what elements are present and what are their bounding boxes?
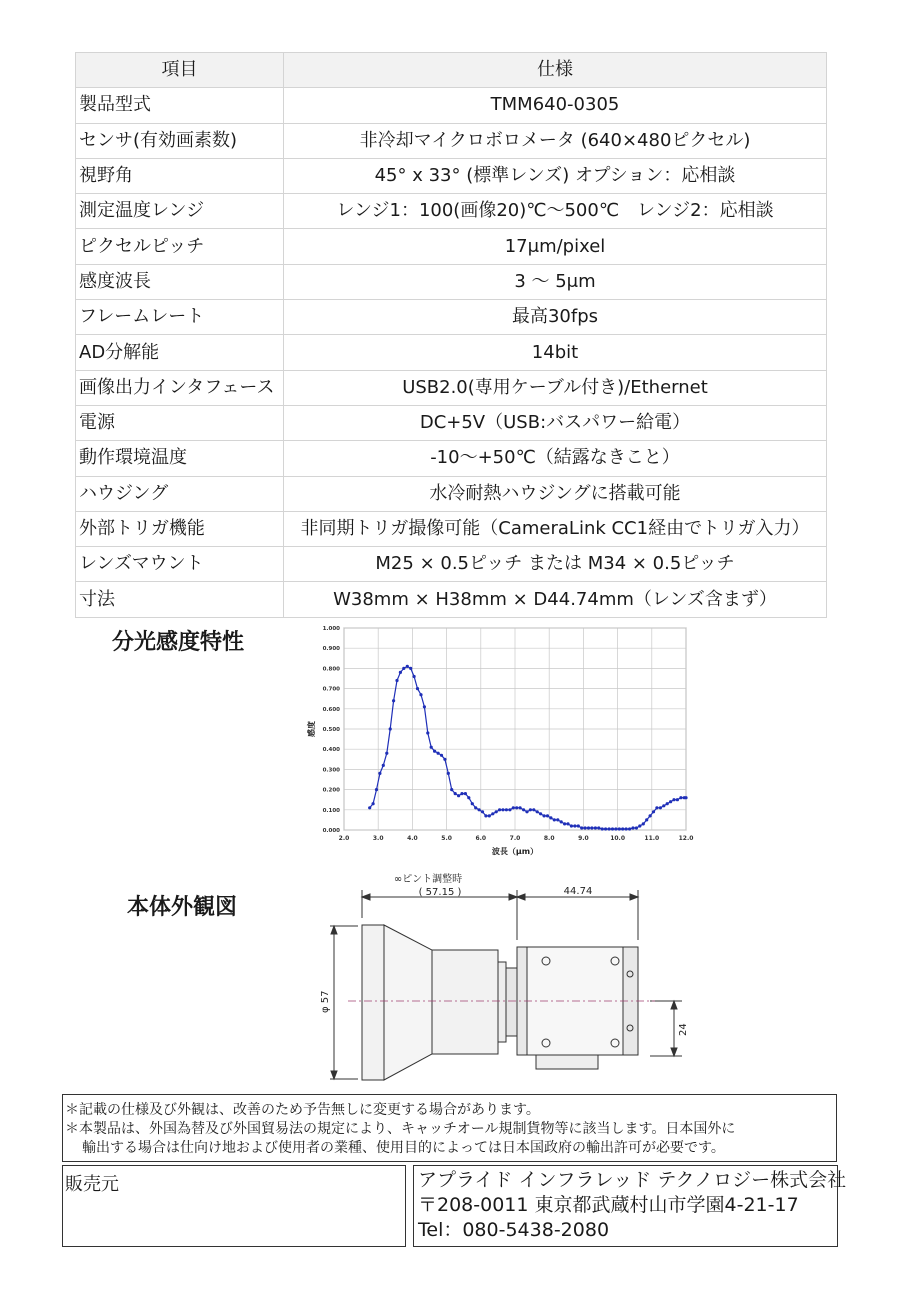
seller-info-box <box>413 1165 847 1247</box>
data-point <box>543 814 546 817</box>
data-point <box>614 827 617 830</box>
seller-label: 販売元 <box>65 1174 119 1195</box>
data-point <box>563 822 566 825</box>
data-point <box>635 826 638 829</box>
x-tick-label: 11.0 <box>644 835 660 842</box>
x-tick-label: 8.0 <box>543 835 555 842</box>
spec-item-label: 画像出力インタフェース <box>76 370 284 405</box>
spec-item-value: レンジ1：100(画像20)℃〜500℃ レンジ2：応相談 <box>284 194 827 229</box>
x-tick-label: 4.0 <box>407 835 418 842</box>
spec-item-value: DC+5V（USB:バスパワー給電） <box>284 405 827 440</box>
data-point <box>481 810 484 813</box>
spectral-section-title: 分光感度特性 <box>112 630 245 655</box>
table-row <box>76 441 827 476</box>
data-point <box>549 816 552 819</box>
y-tick-label: 0.800 <box>322 666 340 673</box>
table-row <box>76 264 827 299</box>
table-header-row <box>76 53 827 88</box>
data-point <box>679 796 682 799</box>
data-point <box>457 794 460 797</box>
data-point <box>440 754 443 757</box>
seller-tel: Tel：080-5438-2080 <box>418 1219 610 1241</box>
body-dim: 44.74 <box>563 886 593 897</box>
spec-item-value: 非冷却マイクロボロメータ (640×480ピクセル) <box>284 123 827 158</box>
x-tick-label: 6.0 <box>475 835 487 842</box>
note-1: ＊記載の仕様及び外観は、改善のため予告無しに変更する場合があります。 <box>65 1102 540 1118</box>
spec-item-label: フレームレート <box>76 300 284 335</box>
data-point <box>655 806 658 809</box>
spec-item-label: センサ(有効画素数) <box>76 123 284 158</box>
data-point <box>519 806 522 809</box>
data-point <box>590 826 593 829</box>
lens-mount <box>506 968 517 1036</box>
lens-barrel <box>432 950 498 1054</box>
data-point <box>378 772 381 775</box>
spec-item-value: 水冷耐熱ハウジングに搭載可能 <box>284 476 827 511</box>
data-point <box>395 679 398 682</box>
data-point <box>512 806 515 809</box>
data-point <box>566 822 569 825</box>
h-arrow-bottom <box>671 1048 677 1056</box>
spec-item-label: 電源 <box>76 405 284 440</box>
x-tick-label: 5.0 <box>441 835 452 842</box>
table-row <box>76 582 827 617</box>
data-point <box>368 806 371 809</box>
data-point <box>662 804 665 807</box>
data-point <box>580 826 583 829</box>
table-row <box>76 300 827 335</box>
note-2: ＊本製品は、外国為替及び外国貿易法の規定により、キャッチオール規制貨物等に該当します。日本国外に <box>65 1121 736 1137</box>
data-point <box>495 810 498 813</box>
data-point <box>556 818 559 821</box>
lens-front <box>362 925 384 1080</box>
spec-item-value: W38mm × H38mm × D44.74mm（レンズ含まず） <box>284 582 827 617</box>
data-point <box>649 814 652 817</box>
diameter-dim: φ 57 <box>320 990 331 1013</box>
spec-item-label: ハウジング <box>76 476 284 511</box>
data-point <box>382 764 385 767</box>
y-tick-label: 0.900 <box>322 646 340 653</box>
note-3: 輸出する場合は仕向け地および使用者の業種、使用目的によっては日本国政府の輸出許可が必要です。 <box>82 1140 725 1156</box>
data-point <box>536 810 539 813</box>
spec-item-value: 非同期トリガ撮像可能（CameraLink CC1経由でトリガ入力） <box>284 511 827 546</box>
table-row <box>76 476 827 511</box>
h-arrow-top <box>671 1001 677 1009</box>
data-point <box>625 827 628 830</box>
data-point <box>467 796 470 799</box>
x-tick-label: 12.0 <box>678 835 694 842</box>
table-row <box>76 88 827 123</box>
spec-item-label: 感度波長 <box>76 264 284 299</box>
data-point <box>659 806 662 809</box>
dia-arrow-bottom <box>331 1071 337 1079</box>
data-point <box>604 827 607 830</box>
data-point <box>618 827 621 830</box>
data-point <box>628 827 631 830</box>
spec-item-value: M25 × 0.5ピッチ または M34 × 0.5ピッチ <box>284 547 827 582</box>
header-item: 項目 <box>76 53 284 88</box>
data-point <box>676 798 679 801</box>
data-point <box>389 727 392 730</box>
x-tick-label: 9.0 <box>578 835 589 842</box>
table-row <box>76 547 827 582</box>
data-point <box>553 818 556 821</box>
y-tick-label: 0.600 <box>322 706 340 713</box>
data-point <box>464 792 467 795</box>
data-point <box>430 746 433 749</box>
data-point <box>385 752 388 755</box>
spec-table-body <box>76 88 827 617</box>
y-tick-label: 0.200 <box>322 787 340 794</box>
spec-item-label: レンズマウント <box>76 547 284 582</box>
data-point <box>529 808 532 811</box>
spec-item-label: 寸法 <box>76 582 284 617</box>
seller-label-box <box>62 1165 406 1247</box>
x-tick-label: 10.0 <box>610 835 626 842</box>
data-point <box>416 687 419 690</box>
header-spec: 仕様 <box>284 53 827 88</box>
data-point <box>437 752 440 755</box>
data-point <box>645 818 648 821</box>
data-point <box>577 824 580 827</box>
spec-item-value: -10～+50℃（結露なきこと） <box>284 441 827 476</box>
data-point <box>666 802 669 805</box>
spec-item-label: 視野角 <box>76 158 284 193</box>
data-point <box>478 808 481 811</box>
table-row <box>76 229 827 264</box>
data-point <box>684 796 687 799</box>
x-axis-label: 波長（μm） <box>491 847 539 856</box>
spec-item-value: 17μm/pixel <box>284 229 827 264</box>
spec-item-label: 製品型式 <box>76 88 284 123</box>
x-tick-label: 3.0 <box>372 835 384 842</box>
data-point <box>474 806 477 809</box>
arrow-mid-r <box>517 894 525 900</box>
arrow-left <box>362 894 370 900</box>
data-point <box>413 675 416 678</box>
spec-item-value: 3 ～ 5μm <box>284 264 827 299</box>
data-point <box>621 827 624 830</box>
exterior-section-title: 本体外観図 <box>127 895 238 920</box>
focus-label: ∞ピント調整時 <box>393 874 463 885</box>
table-row <box>76 158 827 193</box>
data-point <box>450 788 453 791</box>
arrow-right <box>630 894 638 900</box>
spec-item-value: 45° x 33° (標準レンズ) オプション：応相談 <box>284 158 827 193</box>
spec-table <box>75 52 827 618</box>
data-point <box>587 826 590 829</box>
table-row <box>76 370 827 405</box>
data-point <box>406 665 409 668</box>
spec-item-value: 最高30fps <box>284 300 827 335</box>
y-tick-label: 1.000 <box>322 626 340 632</box>
data-point <box>508 808 511 811</box>
seller-address: 〒208-0011 東京都武蔵村山市学園4-21-17 <box>418 1194 799 1216</box>
spec-item-label: 動作環境温度 <box>76 441 284 476</box>
lens-cone <box>384 925 432 1080</box>
data-point <box>484 814 487 817</box>
data-point <box>608 827 611 830</box>
connector <box>536 1055 598 1069</box>
data-point <box>669 800 672 803</box>
data-point <box>498 808 501 811</box>
data-point <box>638 824 641 827</box>
data-point <box>597 826 600 829</box>
data-point <box>447 772 450 775</box>
data-point <box>471 802 474 805</box>
spec-item-label: 測定温度レンジ <box>76 194 284 229</box>
data-point <box>423 705 426 708</box>
y-tick-label: 0.500 <box>322 727 340 733</box>
data-point <box>672 798 675 801</box>
y-axis-label: 感度 <box>307 721 316 737</box>
focus-dim: ( 57.15 ) <box>418 887 462 898</box>
y-tick-label: 0.400 <box>322 747 340 754</box>
data-point <box>525 810 528 813</box>
lens-ring <box>498 962 506 1042</box>
data-point <box>594 826 597 829</box>
data-point <box>601 827 604 830</box>
spec-item-label: AD分解能 <box>76 335 284 370</box>
spec-item-value: TMM640-0305 <box>284 88 827 123</box>
data-point <box>375 788 378 791</box>
data-point <box>522 808 525 811</box>
data-point <box>409 667 412 670</box>
spec-item-value: USB2.0(専用ケーブル付き)/Ethernet <box>284 370 827 405</box>
table-row <box>76 123 827 158</box>
table-row <box>76 405 827 440</box>
data-point <box>611 827 614 830</box>
data-point <box>443 758 446 761</box>
data-point <box>652 810 655 813</box>
data-point <box>460 792 463 795</box>
table-row <box>76 335 827 370</box>
data-point <box>402 667 405 670</box>
data-point <box>573 824 576 827</box>
data-point <box>505 808 508 811</box>
exterior-drawing <box>310 868 690 1083</box>
spectral-sensitivity-chart <box>300 622 700 860</box>
data-point <box>426 731 429 734</box>
spec-item-label: 外部トリガ機能 <box>76 511 284 546</box>
y-tick-label: 0.700 <box>322 686 340 693</box>
table-row <box>76 511 827 546</box>
data-point <box>433 750 436 753</box>
data-point <box>419 693 422 696</box>
data-point <box>515 806 518 809</box>
data-point <box>491 812 494 815</box>
x-tick-label: 2.0 <box>338 835 350 842</box>
data-point <box>392 699 395 702</box>
data-point <box>372 802 375 805</box>
data-point <box>631 826 634 829</box>
data-point <box>642 822 645 825</box>
spec-item-value: 14bit <box>284 335 827 370</box>
spec-item-label: ピクセルピッチ <box>76 229 284 264</box>
data-point <box>560 820 563 823</box>
x-tick-label: 7.0 <box>509 835 521 842</box>
notes-box <box>62 1094 837 1162</box>
data-point <box>539 812 542 815</box>
data-point <box>501 808 504 811</box>
chart-svg <box>300 622 700 860</box>
data-point <box>488 814 491 817</box>
data-point <box>532 808 535 811</box>
data-point <box>570 824 573 827</box>
data-point <box>454 792 457 795</box>
y-tick-label: 0.000 <box>322 828 340 834</box>
y-tick-label: 0.300 <box>322 767 340 774</box>
table-row <box>76 194 827 229</box>
data-point <box>584 826 587 829</box>
seller-company: アプライド インフラレッド テクノロジー株式会社 <box>418 1169 847 1191</box>
height-dim: 24 <box>678 1023 689 1036</box>
dia-arrow-top <box>331 926 337 934</box>
data-point <box>546 814 549 817</box>
data-point <box>399 671 402 674</box>
y-tick-label: 0.100 <box>322 807 340 814</box>
